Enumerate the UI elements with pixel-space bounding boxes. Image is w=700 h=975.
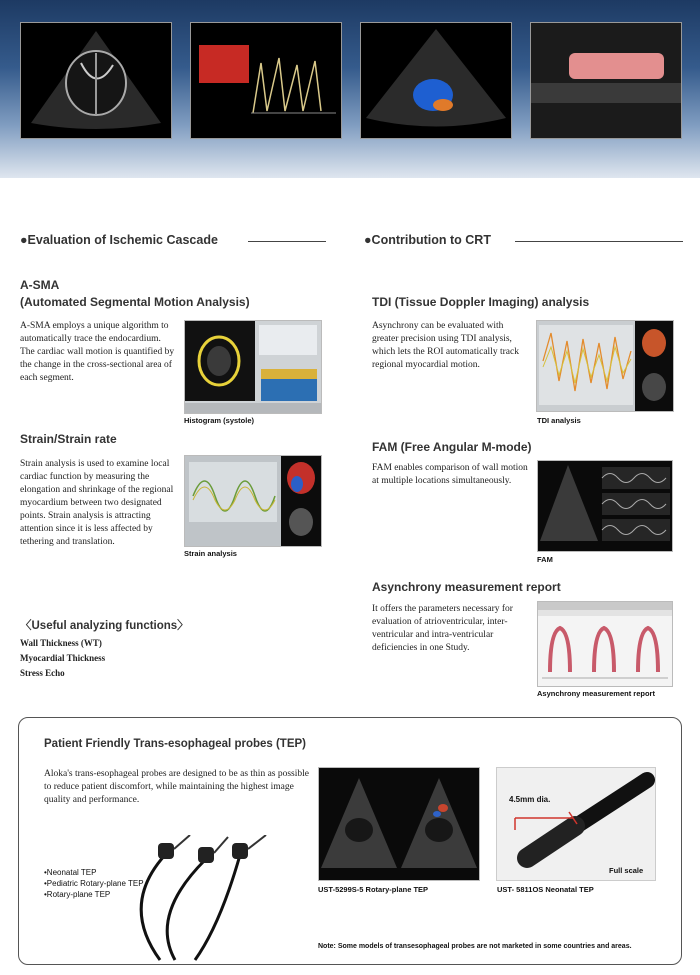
strain-image <box>184 455 322 547</box>
fam-image <box>537 460 673 552</box>
left-section-title: ●Evaluation of Ischemic Cascade <box>20 233 218 247</box>
ultrasound-image-2 <box>190 22 342 139</box>
asma-image <box>184 320 322 414</box>
right-section-title: ●Contribution to CRT <box>364 233 491 247</box>
asma-title-line1: A-SMA <box>20 278 60 292</box>
neonatal-probe-image <box>496 767 656 881</box>
left-title-rule <box>248 241 326 242</box>
report-body: It offers the parameters necessary for evaluation of atrioventricular, inter-ventricular and intra-ventricular deficiencies in one Study. <box>372 604 513 653</box>
tep-ultrasound-image <box>318 767 480 881</box>
strain-title: Strain/Strain rate <box>20 432 117 446</box>
tdi-caption: TDI analysis <box>537 416 581 425</box>
right-title-rule <box>515 241 683 242</box>
ultrasound-image-4 <box>530 22 682 139</box>
useful-item: Wall Thickness (WT) <box>20 638 102 648</box>
useful-item: Stress Echo <box>20 668 65 678</box>
fam-body: FAM enables comparison of wall motion at multiple locations simultaneously. <box>372 463 528 486</box>
probe-list-item: •Neonatal TEP <box>44 868 97 877</box>
top-banner <box>0 0 700 178</box>
ultrasound-image-3 <box>360 22 512 139</box>
fam-caption: FAM <box>537 555 553 564</box>
tep-note: Note: Some models of transesophageal probes are not marketed in some countries and areas. <box>318 943 632 950</box>
full-scale-label: Full scale <box>609 866 644 875</box>
probe-cables-image <box>120 835 290 965</box>
tep-body: Aloka's trans-esophageal probes are designed to be as thin as possible to reduce patient discomfort, while maintaining the highest image quality and performance. <box>44 769 310 805</box>
report-caption: Asynchrony measurement report <box>537 689 655 698</box>
tep-image2-caption: UST- 5811OS Neonatal TEP <box>497 885 594 894</box>
tdi-title: TDI (Tissue Doppler Imaging) analysis <box>372 295 590 309</box>
useful-item: Myocardial Thickness <box>20 653 106 663</box>
tep-title: Patient Friendly Trans-esophageal probes (TEP) <box>44 738 307 750</box>
probe-list-item: •Rotary-plane TEP <box>44 890 111 899</box>
useful-functions-title: 〈Useful analyzing functions〉 <box>20 620 189 632</box>
asma-caption: Histogram (systole) <box>184 416 255 425</box>
tdi-body: Asynchrony can be evaluated with greater precision using TDI analysis, which lets the ROI automatically track regional myocardial motion. <box>372 321 519 370</box>
asma-title-line2: (Automated Segmental Motion Analysis) <box>20 295 250 309</box>
dia-label: 4.5mm dia. <box>509 795 551 804</box>
asma-body: A-SMA employs a unique algorithm to automatically trace the endocardium. The cardiac wall motion is quantified by the change in the cross-sectional area of each segment. <box>20 321 175 383</box>
tep-image1-caption: UST-5299S-5 Rotary-plane TEP <box>318 885 429 894</box>
strain-body: Strain analysis is used to examine local cardiac function by measuring the elongation and shrinkage of the regional myocardium between two designated points. Strain analysis is attracting attention since it is less affected by tethering and translation. <box>20 459 174 547</box>
strain-caption: Strain analysis <box>184 549 237 558</box>
tdi-image <box>536 320 674 412</box>
report-title: Asynchrony measurement report <box>372 580 561 594</box>
probe-list-item: •Pediatric Rotary-plane TEP <box>44 879 144 888</box>
ultrasound-image-1 <box>20 22 172 139</box>
fam-title: FAM (Free Angular M-mode) <box>372 440 532 454</box>
report-image <box>537 601 673 687</box>
